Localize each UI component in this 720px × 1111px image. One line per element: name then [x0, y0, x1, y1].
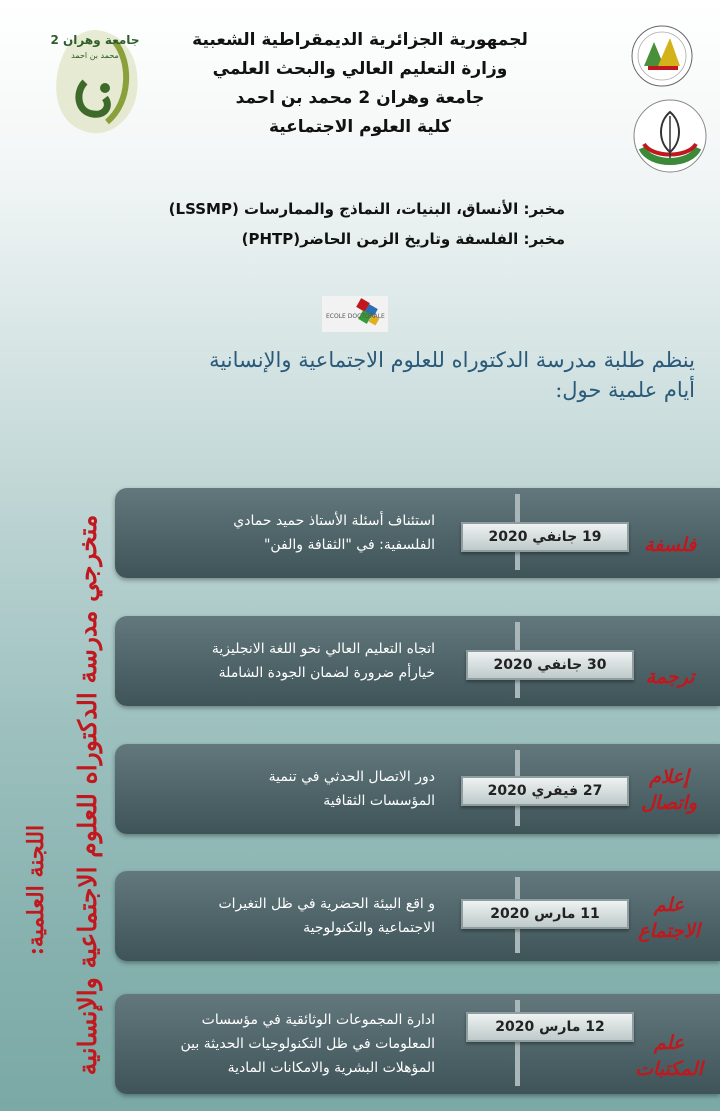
event-date: 27 فيفري 2020 — [461, 776, 629, 806]
svg-text:ECOLE DOCTORALE: ECOLE DOCTORALE — [326, 313, 385, 320]
event-date: 19 جانفي 2020 — [461, 522, 629, 552]
header-line: كلية العلوم الاجتماعية — [268, 117, 452, 137]
event-subject: فلسفة — [643, 534, 697, 556]
doctoral-school-logo — [322, 296, 388, 332]
event-description-line: دور الاتصال الحدثي في تنمية — [268, 769, 435, 785]
header-line: لجمهورية الجزائرية الديمقراطية الشعبية — [192, 30, 528, 50]
event-date: 11 مارس 2020 — [461, 899, 629, 929]
event-date: 12 مارس 2020 — [466, 1012, 634, 1042]
event-description-line: و اقع البيئة الحضرية في ظل التغيرات — [218, 896, 435, 912]
event-description-line: الفلسفية: في "الثقافة والفن" — [263, 537, 435, 553]
event-date: 30 جانفي 2020 — [466, 650, 634, 680]
lab-line: مخبر: الأنساق، البنيات، النماذج والممارسات (LSSMP) — [168, 200, 565, 218]
event-description-line: المؤهلات البشرية والامكانات المادية — [227, 1060, 435, 1076]
event-subject: ترجمة — [645, 666, 695, 688]
institution-header — [170, 26, 550, 142]
event-description-line: ادارة المجموعات الوثائقية في مؤسسات — [201, 1012, 435, 1028]
organizer-line-1: ينظم طلبة مدرسة الدكتوراه للعلوم الاجتماعية والإنسانية — [209, 348, 695, 372]
svg-text:محمد بن احمد: محمد بن احمد — [71, 51, 119, 60]
phtp-lab-logo — [630, 96, 710, 176]
event-description-line: الاجتماعية والتكنولوجية — [303, 920, 435, 936]
organizer-line-2: أيام علمية حول: — [555, 378, 695, 402]
graduates-side-title: متخرجي مدرسة الدكتوراه للعلوم الاجتماعية والإنسانية — [73, 514, 102, 1076]
svg-text:جامعة وهران 2: جامعة وهران 2 — [50, 33, 140, 47]
event-description-line: المؤسسات الثقافية — [323, 793, 435, 809]
event-description-line: المعلومات في ظل التكنولوجيات الحديثة بين — [180, 1036, 435, 1052]
event-description-line: خيارأم ضرورة لضمان الجودة الشاملة — [218, 665, 435, 681]
lab-line: مخبر: الفلسفة وتاريخ الزمن الحاضر(PHTP) — [241, 230, 565, 248]
lssmp-lab-logo — [622, 20, 702, 90]
university-logo — [45, 22, 145, 142]
event-description-line: اتجاه التعليم العالي نحو اللغة الانجليزية — [211, 641, 435, 657]
labs-list — [135, 194, 565, 254]
organizer-title — [55, 345, 695, 405]
committee-side-title: اللجنة العلمية: — [23, 824, 49, 956]
event-subject: علم المكتبات — [635, 1032, 703, 1080]
event-subject: علم الاجتماع — [638, 894, 700, 942]
event-subject: إعلام واتصال — [641, 766, 697, 814]
header-line: وزارة التعليم العالي والبحث العلمي — [212, 59, 508, 79]
event-description-line: استئناف أسئلة الأستاذ حميد حمادي — [233, 513, 435, 529]
header-line: جامعة وهران 2 محمد بن احمد — [235, 88, 485, 108]
